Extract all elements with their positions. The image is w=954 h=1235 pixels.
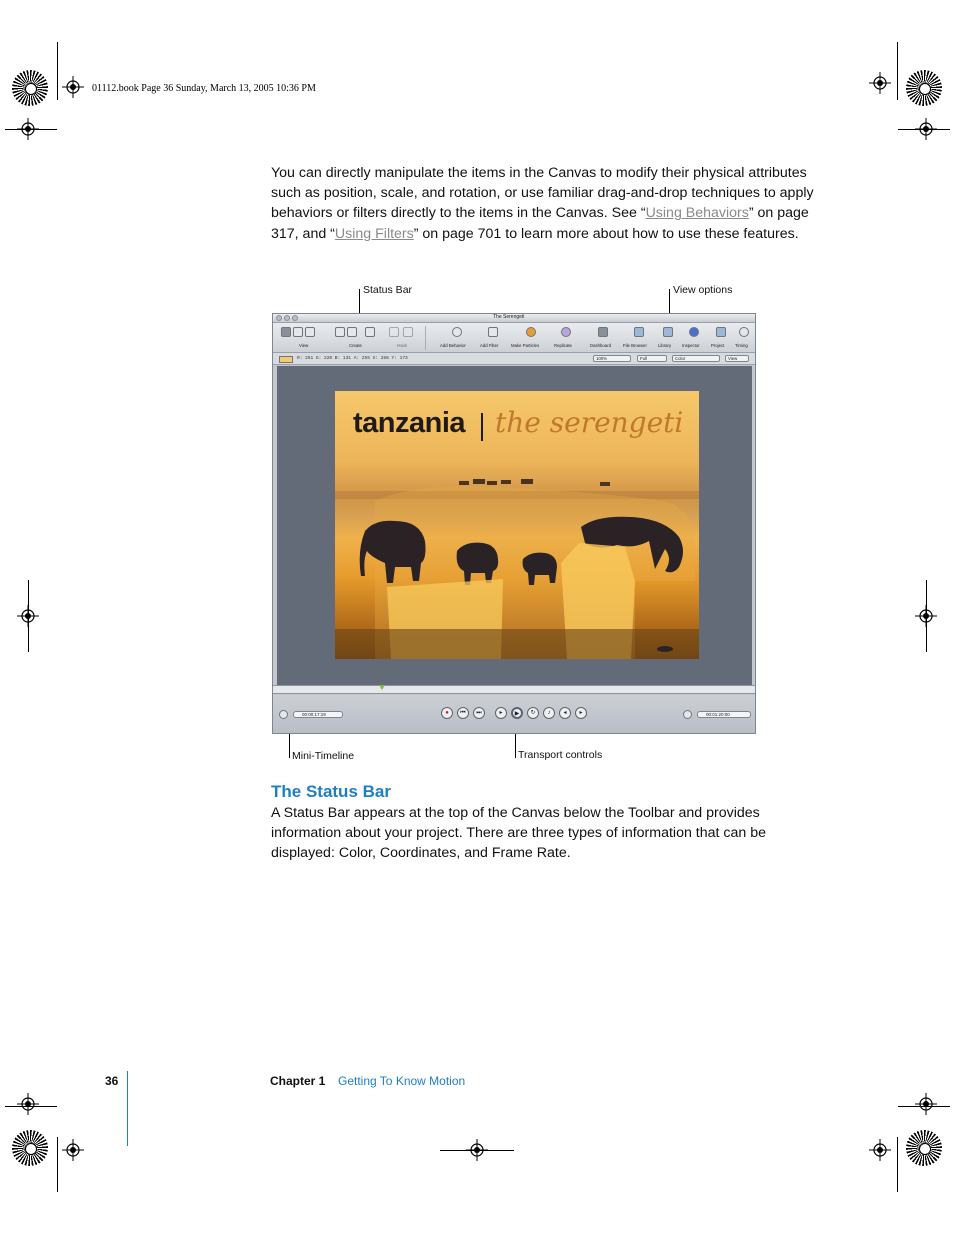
registration-target-icon <box>915 118 937 140</box>
go-to-end-button[interactable]: ⏭ <box>473 707 485 719</box>
minimize-window-button[interactable] <box>284 315 290 321</box>
crop-mark <box>57 42 58 100</box>
toolbar-label-mask: Mask <box>397 343 408 348</box>
registration-star-icon <box>906 1130 942 1166</box>
title-divider <box>481 413 483 441</box>
make-particles-icon[interactable] <box>526 327 536 337</box>
canvas-photo[interactable] <box>335 391 699 659</box>
record-button[interactable]: ● <box>441 707 453 719</box>
zoom-level-popup[interactable]: 100% <box>593 355 631 362</box>
registration-star-icon <box>906 70 942 106</box>
toolbar-label-dashboard: Dashboard <box>590 343 612 348</box>
registration-target-icon <box>869 1139 891 1161</box>
replicate-icon[interactable] <box>561 327 571 337</box>
registration-star-icon <box>12 1130 48 1166</box>
rectangle-tool-icon[interactable] <box>335 327 345 337</box>
crop-mark <box>57 1137 58 1192</box>
toolbar-label-make-particles: Make Particles <box>511 343 540 348</box>
canvas-area[interactable] <box>277 366 752 685</box>
toolbar <box>273 323 755 353</box>
section-heading: The Status Bar <box>271 782 391 801</box>
toolbar-label-add-filter: Add Filter <box>480 343 499 348</box>
crop-mark <box>28 580 29 652</box>
file-browser-icon[interactable] <box>634 327 644 337</box>
toolbar-label-create: Create <box>349 343 362 348</box>
library-icon[interactable] <box>663 327 673 337</box>
loop-button[interactable]: ↻ <box>527 707 539 719</box>
mask-rectangle-icon[interactable] <box>389 327 399 337</box>
footer-rule <box>127 1071 128 1146</box>
next-frame-button[interactable]: ▸ <box>575 707 587 719</box>
crop-mark <box>440 1150 514 1151</box>
toolbar-label-replicate: Replicate <box>554 343 572 348</box>
project-duration-field[interactable]: 00:01:20:00 <box>697 711 751 718</box>
zoom-tool-icon[interactable] <box>305 327 315 337</box>
registration-target-icon <box>915 1093 937 1115</box>
select-tool-icon[interactable] <box>281 327 291 337</box>
toolbar-separator <box>425 326 426 350</box>
close-window-button[interactable] <box>276 315 282 321</box>
play-button[interactable]: ▶ <box>511 707 523 719</box>
step-forward-button[interactable]: ▸ <box>495 707 507 719</box>
toolbar-label-add-behavior: Add Behavior <box>440 343 466 348</box>
motion-canvas-window <box>272 313 756 734</box>
photo-subtitle-text: the serengeti <box>495 406 684 439</box>
mini-timeline[interactable] <box>273 685 755 694</box>
registration-target-icon <box>869 72 891 94</box>
inspector-info-icon[interactable] <box>689 327 699 337</box>
duration-toggle-icon[interactable] <box>683 710 692 719</box>
dashboard-icon[interactable] <box>598 327 608 337</box>
registration-target-icon <box>62 1139 84 1161</box>
mask-bezier-icon[interactable] <box>403 327 413 337</box>
go-to-start-button[interactable]: ⏮ <box>457 707 469 719</box>
chapter-title: Getting To Know Motion <box>338 1074 466 1088</box>
print-slug: 01112.book Page 36 Sunday, March 13, 2005 10:36 PM <box>92 83 316 94</box>
section-paragraph: A Status Bar appears at the top of the Canvas below the Toolbar and provides information about your project. There are three types of information that can be displayed: Color, Coordinates, and Frame Rate. <box>271 805 767 862</box>
text-tool-icon[interactable] <box>365 327 375 337</box>
registration-target-icon <box>17 1093 39 1115</box>
audio-button[interactable]: ♪ <box>543 707 555 719</box>
crop-mark <box>897 42 898 100</box>
toolbar-label-library: Library <box>658 343 672 348</box>
crop-mark <box>926 580 927 652</box>
status-bar <box>273 353 755 365</box>
toolbar-label-timing: Timing <box>735 343 748 348</box>
channels-popup[interactable]: Color <box>672 355 720 362</box>
callout-status-bar: Status Bar <box>363 284 413 296</box>
pan-tool-icon[interactable] <box>293 327 303 337</box>
crop-mark <box>897 1137 898 1192</box>
callout-mini-timeline: Mini-Timeline <box>292 750 355 762</box>
using-behaviors-link[interactable]: Using Behaviors <box>645 205 749 222</box>
registration-target-icon <box>17 118 39 140</box>
timecode-toggle-icon[interactable] <box>279 710 288 719</box>
previous-frame-button[interactable]: ◂ <box>559 707 571 719</box>
current-time-field[interactable]: 00:00:17:19 <box>293 711 343 718</box>
view-menu-popup[interactable]: View <box>725 355 749 362</box>
toolbar-label-file-browser: File Browser <box>623 343 647 348</box>
toolbar-label-inspector: Inspector <box>682 343 700 348</box>
window-titlebar <box>273 314 755 323</box>
window-title: The Serengeti <box>493 314 525 320</box>
callout-view-options: View options <box>673 284 733 296</box>
transport-bar <box>273 695 755 733</box>
color-swatch <box>279 356 293 363</box>
intro-text: ” on page 317, and “ <box>271 205 809 242</box>
intro-paragraph <box>271 163 831 244</box>
bezier-tool-icon[interactable] <box>347 327 357 337</box>
project-icon[interactable] <box>716 327 726 337</box>
chapter-label: Chapter 1 <box>270 1074 326 1088</box>
zoom-window-button[interactable] <box>292 315 298 321</box>
toolbar-label-view: View <box>299 343 309 348</box>
playhead-marker-icon[interactable] <box>379 685 385 690</box>
registration-star-icon <box>12 70 48 106</box>
status-readout: R: 251 G: 220 B: 131 A: 255 X: 298 Y: 173 <box>297 356 408 361</box>
resolution-popup[interactable]: Full <box>637 355 667 362</box>
add-filter-icon[interactable] <box>488 327 498 337</box>
registration-target-icon <box>62 76 84 98</box>
toolbar-label-project: Project <box>711 343 725 348</box>
intro-text: ” on page 701 to learn more about how to use these features. <box>413 225 799 242</box>
callout-transport-controls: Transport controls <box>518 749 603 761</box>
page-number: 36 <box>105 1074 119 1088</box>
using-filters-link[interactable]: Using Filters <box>334 225 414 242</box>
intro-text: You can directly manipulate the items in the Canvas to modify their physical attributes such as position, scale, and rotation, or use familiar drag-and-drop techniques to apply behaviors or filters directly to the items in the Canvas. See “ <box>271 165 814 222</box>
add-behavior-gear-icon[interactable] <box>452 327 462 337</box>
photo-title-text: tanzania <box>353 407 466 439</box>
timing-clock-icon[interactable] <box>739 327 749 337</box>
